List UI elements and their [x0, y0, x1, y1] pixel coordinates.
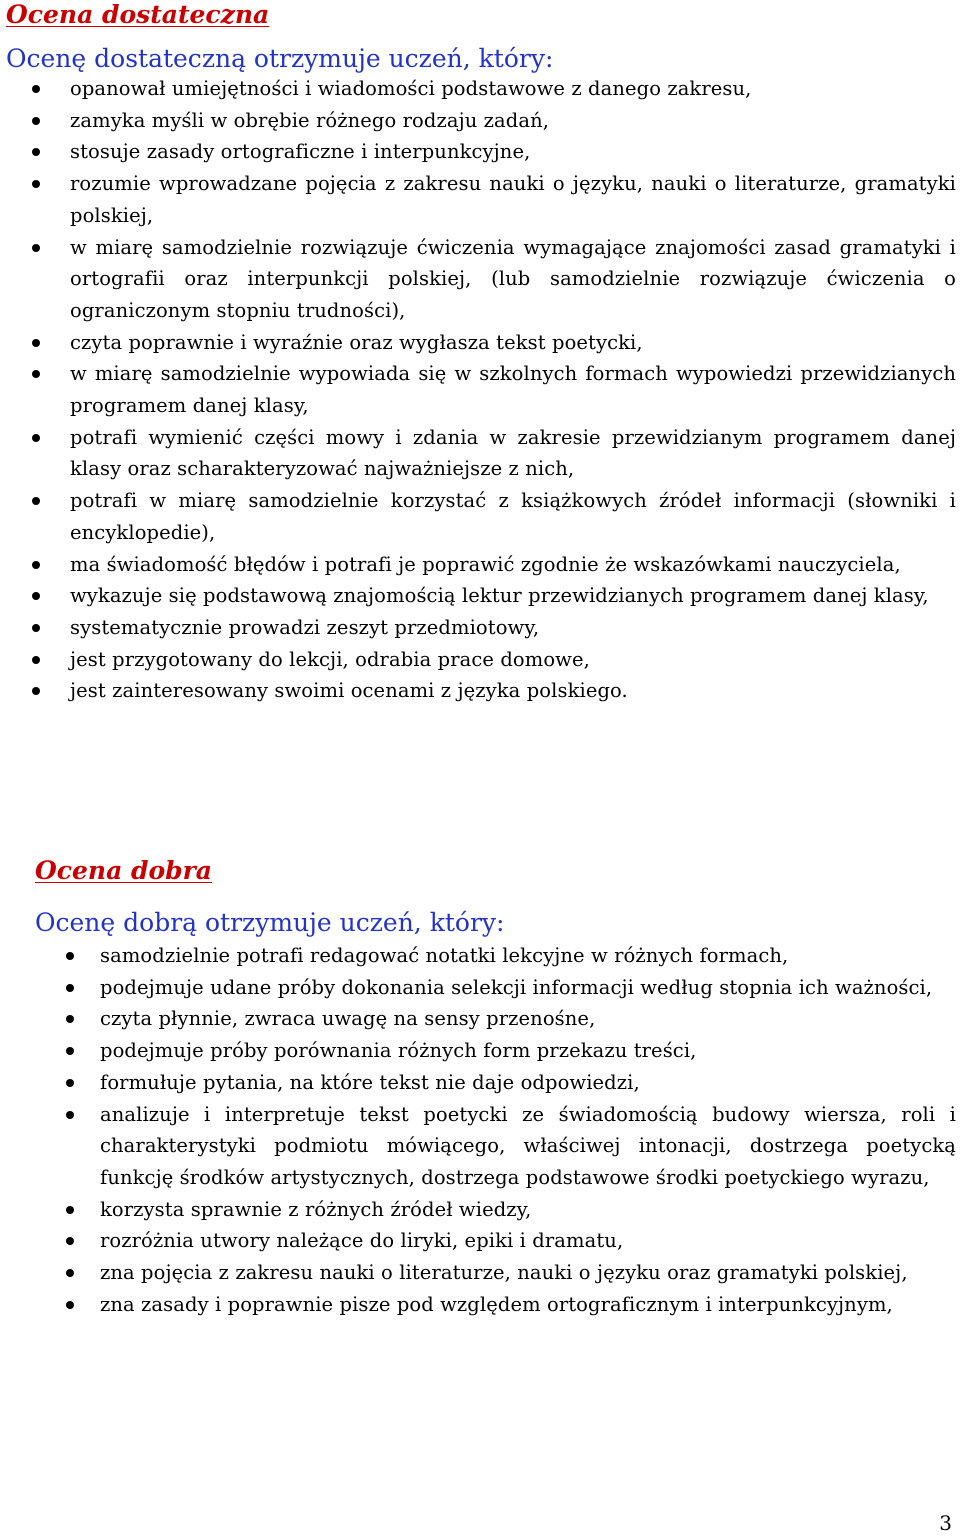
list-item — [35, 940, 956, 972]
list-item — [35, 1035, 956, 1067]
list-item — [35, 972, 956, 1004]
list-item-text: w miarę samodzielnie rozwiązuje ćwiczenia wymagające znajomości zasad gramatyki i ortografii oraz interpunkcji polskiej, (lub samodzielnie rozwiązuje ćwiczenia o ograniczonym stopniu trudności), — [70, 235, 956, 322]
list-item — [6, 105, 956, 137]
list-item-text: stosuje zasady ortograficzne i interpunkcyjne, — [70, 140, 531, 164]
list-item — [6, 327, 956, 359]
list-item — [35, 1194, 956, 1226]
section-title: Ocena dobra — [35, 856, 212, 885]
section-subtitle: Ocenę dobrą otrzymuje uczeń, który: — [35, 908, 505, 937]
page-number: 3 — [939, 1511, 952, 1535]
list-item-text: podejmuje próby porównania różnych form przekazu treści, — [100, 1039, 697, 1063]
bullet-icon — [32, 148, 40, 156]
bullet-icon — [32, 592, 40, 600]
bullet-icon — [32, 117, 40, 125]
bullet-icon — [66, 1301, 74, 1309]
bullet-icon — [32, 656, 40, 664]
section-ocena-dobra — [35, 852, 956, 1320]
list-item-text: zna zasady i poprawnie pisze pod względem ortograficznym i interpunkcyjnym, — [100, 1292, 893, 1316]
list-item-text: podejmuje udane próby dokonania selekcji informacji według stopnia ich ważności, — [100, 975, 933, 999]
list-item-text: rozumie wprowadzane pojęcia z zakresu nauki o języku, nauki o literaturze, gramatyki polskiej, — [70, 172, 956, 227]
list-item — [35, 1099, 956, 1194]
list-item-text: samodzielnie potrafi redagować notatki lekcyjne w różnych formach, — [100, 944, 789, 967]
bullet-icon — [66, 1079, 74, 1087]
list-item — [6, 168, 956, 231]
bullet-icon — [66, 952, 74, 960]
list-item — [35, 1225, 956, 1257]
list-item — [6, 612, 956, 644]
list-item-text: zamyka myśli w obrębie różnego rodzaju zadań, — [70, 108, 550, 132]
bullet-icon — [32, 339, 40, 347]
list-item — [6, 73, 956, 105]
section-subtitle: Ocenę dostateczną otrzymuje uczeń, który: — [6, 44, 554, 73]
bullet-icon — [66, 1237, 74, 1245]
list-item-text: formułuje pytania, na które tekst nie daje odpowiedzi, — [100, 1070, 640, 1094]
list-item — [6, 485, 956, 548]
bullet-icon — [32, 497, 40, 505]
list-item — [6, 232, 956, 327]
list-item — [6, 675, 956, 707]
section-title: Ocena dostateczna — [6, 0, 270, 29]
section-ocena-dostateczna — [6, 0, 956, 707]
list-item-text: w miarę samodzielnie wypowiada się w szkolnych formach wypowiedzi przewidzianych programem danej klasy, — [70, 362, 956, 418]
bullet-icon — [32, 180, 40, 188]
list-item — [35, 1257, 956, 1289]
list-item-text: czyta poprawnie i wyraźnie oraz wygłasza tekst poetycki, — [70, 330, 643, 354]
bullet-icon — [32, 434, 40, 442]
criteria-list — [6, 73, 956, 707]
criteria-list — [35, 940, 956, 1320]
list-item-text: systematycznie prowadzi zeszyt przedmiotowy, — [70, 615, 540, 639]
bullet-icon — [32, 687, 40, 695]
list-item-text: opanował umiejętności i wiadomości podstawowe z danego zakresu, — [70, 77, 752, 100]
bullet-icon — [32, 370, 40, 378]
list-item-text: zna pojęcia z zakresu nauki o literaturze, nauki o języku oraz gramatyki polskiej, — [100, 1261, 908, 1285]
list-item — [6, 136, 956, 168]
list-item-text: rozróżnia utwory należące do liryki, epiki i dramatu, — [100, 1229, 624, 1253]
list-item — [6, 422, 956, 485]
list-item — [6, 580, 956, 612]
list-item-text: ma świadomość błędów i potrafi je poprawić zgodnie że wskazówkami nauczyciela, — [70, 552, 901, 576]
list-item — [35, 1289, 956, 1321]
list-item-text: jest zainteresowany swoimi ocenami z języka polskiego. — [70, 679, 628, 703]
list-item-text: potrafi w miarę samodzielnie korzystać z książkowych źródeł informacji (słowniki i encyklopedie), — [70, 489, 956, 544]
list-item-text: korzysta sprawnie z różnych źródeł wiedzy, — [100, 1197, 532, 1221]
bullet-icon — [32, 561, 40, 569]
bullet-icon — [32, 624, 40, 632]
bullet-icon — [66, 1015, 74, 1023]
bullet-icon — [32, 85, 40, 93]
list-item — [6, 358, 956, 421]
bullet-icon — [66, 1111, 74, 1119]
list-item-text: wykazuje się podstawową znajomością lektur przewidzianych programem danej klasy, — [70, 584, 929, 608]
bullet-icon — [66, 1206, 74, 1214]
list-item — [35, 1067, 956, 1099]
list-item-text: potrafi wymienić części mowy i zdania w zakresie przewidzianym programem danej klasy oraz scharakteryzować najważniejsze z nich, — [70, 425, 956, 481]
bullet-icon — [32, 244, 40, 252]
list-item — [35, 1003, 956, 1035]
bullet-icon — [66, 1269, 74, 1277]
list-item-text: jest przygotowany do lekcji, odrabia prace domowe, — [70, 647, 590, 671]
bullet-icon — [66, 984, 74, 992]
list-item — [6, 644, 956, 676]
list-item — [6, 549, 956, 581]
list-item-text: czyta płynnie, zwraca uwagę na sensy przenośne, — [100, 1007, 596, 1031]
list-item-text: analizuje i interpretuje tekst poetycki ze świadomością budowy wiersza, roli i charakterystyki podmiotu mówiącego, właściwej intonacji, dostrzega poetycką funkcję środków artystycznych, dostrzega podstawowe środki poetyckiego wyrazu, — [100, 1102, 956, 1189]
bullet-icon — [66, 1047, 74, 1055]
